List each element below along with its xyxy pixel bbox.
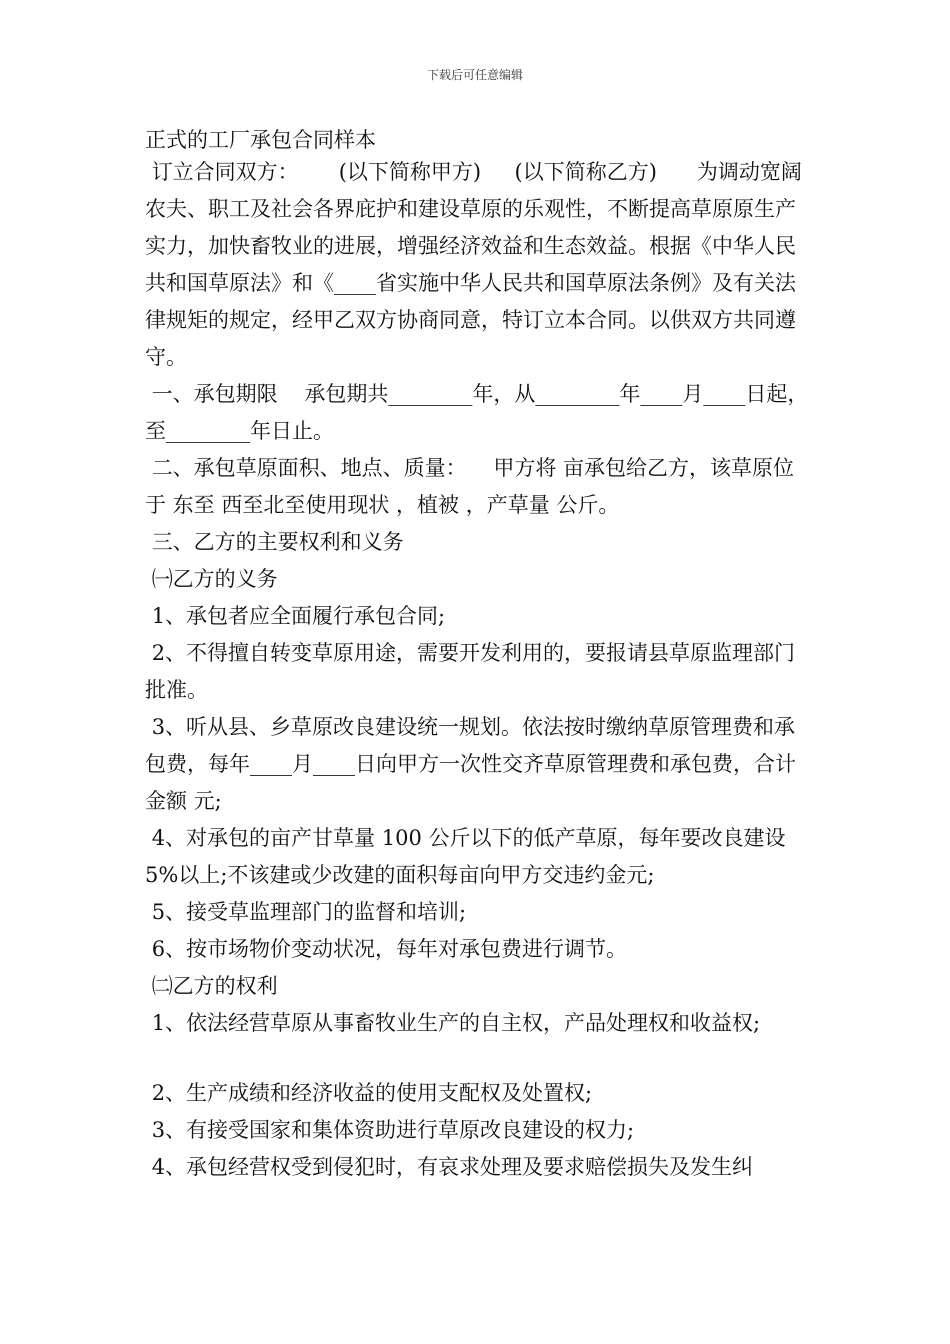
list-item: 1、依法经营草原从事畜牧业生产的自主权，产品处理权和收益权; xyxy=(145,1011,761,1035)
subsection-heading: ㈠乙方的义务 xyxy=(145,567,278,591)
preamble-paragraph: 订立合同双方： (以下简称甲方) (以下简称乙方) 为调动宽阔农夫、职工及社会各界庇护和建设草原的乐观性，不断提高草原原生产实力，加快畜牧业的进展，增强经济效益和生态效益。根据《中华人民共和国草原法》和《____省实施中华人民共和国草原法条例》及有关法律规矩的规定，经甲乙双方协商同意，特订立本合同。以供双方共同遵守。 xyxy=(145,160,802,369)
clause-area: 二、承包草原面积、地点、质量： 甲方将 亩承包给乙方，该草原位于 东至 西至北至使用现状 ，植被 ，产草量 公斤。 xyxy=(145,456,795,517)
list-item: 3、听从县、乡草原改良建设统一规划。依法按时缴纳草原管理费和承包费，每年____月____日向甲方一次性交齐草原管理费和承包费，合计金额 元; xyxy=(145,715,796,813)
list-item: 2、不得擅自转变草原用途，需要开发利用的，要报请县草原监理部门批准。 xyxy=(145,641,796,702)
list-item: 4、承包经营权受到侵犯时，有哀求处理及要求赔偿损失及发生纠 xyxy=(145,1155,754,1179)
list-item: 5、接受草监理部门的监督和培训; xyxy=(145,900,467,924)
document-title: 正式的工厂承包合同样本 xyxy=(145,128,376,152)
page-header: 下载后可任意编辑 xyxy=(426,68,523,82)
list-item: 2、生产成绩和经济收益的使用支配权及处置权; xyxy=(145,1081,593,1105)
list-item: 3、有接受国家和集体资助进行草原改良建设的权力; xyxy=(145,1118,635,1142)
subsection-heading: ㈡乙方的权利 xyxy=(145,974,278,998)
list-item: 1、承包者应全面履行承包合同; xyxy=(145,604,446,628)
document-body xyxy=(145,154,815,1186)
blank-line xyxy=(145,1042,815,1075)
section-heading: 三、乙方的主要权利和义务 xyxy=(145,530,404,554)
list-item: 6、按市场物价变动状况，每年对承包费进行调节。 xyxy=(145,937,628,961)
list-item: 4、对承包的亩产甘草量 100 公斤以下的低产草原，每年要改良建设 5%以上;不该建或少改建的面积每亩向甲方交违约金元; xyxy=(145,826,793,887)
clause-term: 一、承包期限 承包期共________年，从________年____月____日起，至________年日止。 xyxy=(145,382,809,443)
